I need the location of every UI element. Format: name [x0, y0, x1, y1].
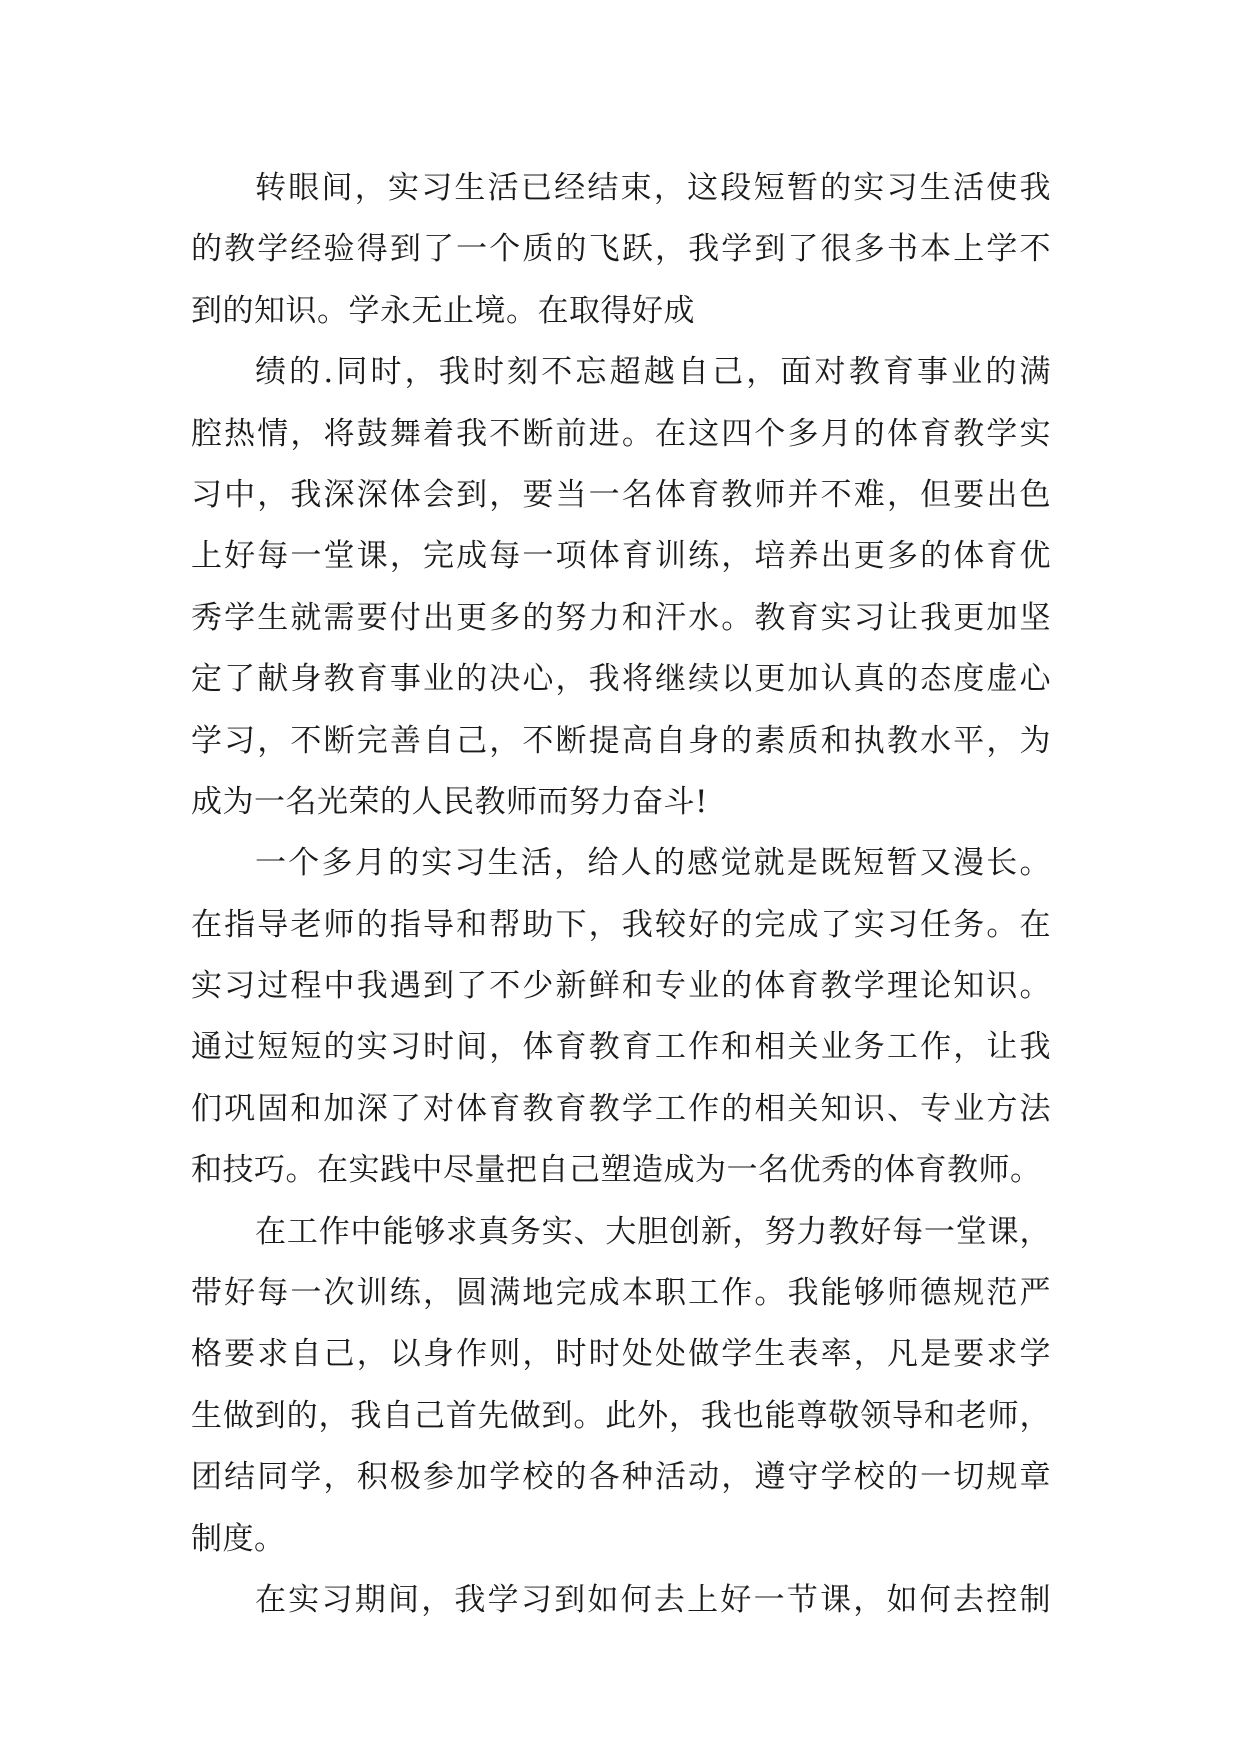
text-line: 定了献身教育事业的决心，我将继续以更加认真的态度虚心	[191, 661, 1051, 698]
text-line: 的教学经验得到了一个质的飞跃，我学到了很多书本上学不	[191, 231, 1051, 268]
text-line: 上好每一堂课，完成每一项体育训练，培养出更多的体育优	[191, 538, 1051, 575]
text-line: 实习过程中我遇到了不少新鲜和专业的体育教学理论知识。	[191, 968, 1051, 1005]
text-line: 绩的.同时，我时刻不忘超越自己，面对教育事业的满	[255, 354, 1051, 391]
text-line: 秀学生就需要付出更多的努力和汗水。教育实习让我更加坚	[191, 599, 1051, 636]
text-line: 制度。	[191, 1520, 286, 1557]
text-line: 学习，不断完善自己，不断提高自身的素质和执教水平，为	[191, 722, 1051, 759]
text-line: 团结同学，积极参加学校的各种活动，遵守学校的一切规章	[191, 1459, 1051, 1496]
text-line: 转眼间，实习生活已经结束，这段短暂的实习生活使我	[255, 170, 1051, 206]
text-line: 生做到的，我自己首先做到。此外，我也能尊敬领导和老师，	[191, 1397, 1051, 1434]
text-line: 们巩固和加深了对体育教育教学工作的相关知识、专业方法	[191, 1090, 1051, 1127]
text-line: 到的知识。学永无止境。在取得好成	[191, 292, 695, 329]
text-line: 成为一名光荣的人民教师而努力奋斗!	[191, 783, 708, 820]
body-text	[191, 158, 1051, 1631]
text-line: 在工作中能够求真务实、大胆创新，努力教好每一堂课，	[255, 1213, 1051, 1250]
text-line: 通过短短的实习时间，体育教育工作和相关业务工作，让我	[191, 1029, 1051, 1066]
text-line: 带好每一次训练，圆满地完成本职工作。我能够师德规范严	[191, 1275, 1051, 1312]
text-line: 一个多月的实习生活，给人的感觉就是既短暂又漫长。	[255, 845, 1051, 882]
text-line: 格要求自己，以身作则，时时处处做学生表率，凡是要求学	[191, 1336, 1051, 1373]
text-line: 习中，我深深体会到，要当一名体育教师并不难，但要出色	[191, 476, 1051, 513]
text-line: 在实习期间，我学习到如何去上好一节课，如何去控制	[255, 1581, 1051, 1618]
text-line: 腔热情，将鼓舞着我不断前进。在这四个多月的体育教学实	[191, 415, 1051, 452]
text-line: 在指导老师的指导和帮助下，我较好的完成了实习任务。在	[191, 906, 1051, 943]
text-line: 和技巧。在实践中尽量把自己塑造成为一名优秀的体育教师。	[191, 1152, 1042, 1189]
